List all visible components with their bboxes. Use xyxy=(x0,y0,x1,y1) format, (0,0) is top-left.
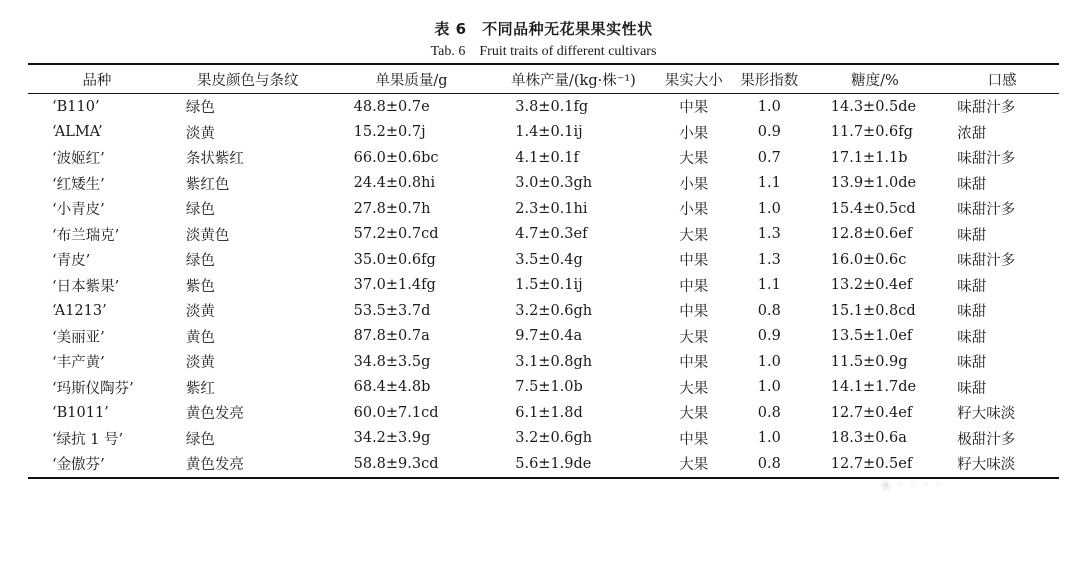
cell-peel-color: 黄色发亮 xyxy=(185,457,244,474)
cell-taste: 味甜 xyxy=(957,227,987,244)
cell-peel-color: 紫红色 xyxy=(185,176,230,193)
table-row xyxy=(28,451,1059,478)
table-row xyxy=(28,196,1059,222)
cell-fruit-shape-index: 1.0 xyxy=(757,379,781,396)
cell-sugar-content: 13.9±1.0de xyxy=(830,175,917,192)
cell-yield-per-plant: 3.5±0.4g xyxy=(515,251,583,268)
cell-single-fruit-mass: 24.4±0.8hi xyxy=(353,175,436,192)
table-row xyxy=(28,324,1059,350)
cell-fruit-shape-index: 1.0 xyxy=(757,98,781,115)
cell-yield-per-plant: 3.1±0.8gh xyxy=(515,353,593,370)
cell-fruit-size: 大果 xyxy=(679,380,709,397)
cell-fruit-size: 中果 xyxy=(679,304,709,321)
cell-yield-per-plant: 7.5±1.0b xyxy=(515,379,583,396)
cell-cultivar: ‘小青皮’ xyxy=(52,202,105,219)
table-row xyxy=(28,375,1059,401)
cell-taste: 味甜 xyxy=(957,329,987,346)
cell-sugar-content: 12.8±0.6ef xyxy=(830,226,913,243)
cell-taste: 味甜 xyxy=(957,278,987,295)
cell-cultivar: ‘ALMA’ xyxy=(52,124,103,141)
cell-peel-color: 绿色 xyxy=(185,253,215,270)
cell-sugar-content: 16.0±0.6c xyxy=(830,251,907,268)
cell-fruit-shape-index: 0.7 xyxy=(757,149,781,166)
cell-fruit-size: 中果 xyxy=(679,431,709,448)
cell-fruit-size: 小果 xyxy=(679,125,709,142)
cell-single-fruit-mass: 87.8±0.7a xyxy=(353,328,430,345)
cell-yield-per-plant: 9.7±0.4a xyxy=(515,328,583,345)
cell-taste: 浓甜 xyxy=(957,125,987,142)
cell-sugar-content: 17.1±1.1b xyxy=(830,149,908,166)
table-row xyxy=(28,400,1059,426)
cell-cultivar: ‘B1011’ xyxy=(52,404,109,421)
cell-single-fruit-mass: 37.0±1.4fg xyxy=(353,277,436,294)
cell-taste: 极甜汁多 xyxy=(957,431,1016,448)
cell-taste: 味甜汁多 xyxy=(957,100,1016,117)
cell-peel-color: 黄色发亮 xyxy=(185,406,244,423)
cell-cultivar: ‘丰产黄’ xyxy=(52,355,105,372)
header-taste: 口感 xyxy=(945,64,1059,94)
header-sugar-content: 糖度/% xyxy=(805,64,945,94)
cell-fruit-shape-index: 1.0 xyxy=(757,430,781,447)
cell-yield-per-plant: 5.6±1.9de xyxy=(515,455,592,472)
cell-sugar-content: 15.1±0.8cd xyxy=(830,302,916,319)
header-peel-color: 果皮颜色与条纹 xyxy=(166,64,330,94)
cell-taste: 籽大味淡 xyxy=(957,457,1016,474)
cell-cultivar: ‘玛斯仪陶芬’ xyxy=(52,380,134,397)
cell-fruit-shape-index: 0.9 xyxy=(757,124,781,141)
cell-taste: 味甜汁多 xyxy=(957,151,1016,168)
watermark-logo: ❀ ◦ ◦ ◦ ◦ xyxy=(880,478,943,494)
cell-fruit-shape-index: 0.8 xyxy=(757,302,781,319)
cell-taste: 味甜 xyxy=(957,176,987,193)
header-row xyxy=(28,64,1059,94)
header-fruit-shape-index: 果形指数 xyxy=(734,64,805,94)
cell-peel-color: 条状紫红 xyxy=(185,151,244,168)
table-row xyxy=(28,94,1059,120)
cell-single-fruit-mass: 27.8±0.7h xyxy=(353,200,431,217)
cell-cultivar: ‘波姬红’ xyxy=(52,151,105,168)
cell-single-fruit-mass: 57.2±0.7cd xyxy=(353,226,439,243)
cell-yield-per-plant: 3.2±0.6gh xyxy=(515,302,593,319)
cell-fruit-size: 中果 xyxy=(679,278,709,295)
cell-fruit-size: 小果 xyxy=(679,202,709,219)
cell-cultivar: ‘B110’ xyxy=(52,98,100,115)
cell-fruit-size: 大果 xyxy=(679,151,709,168)
cell-cultivar: ‘A1213’ xyxy=(52,302,107,319)
cell-taste: 味甜 xyxy=(957,304,987,321)
cell-fruit-size: 大果 xyxy=(679,406,709,423)
cell-fruit-size: 大果 xyxy=(679,227,709,244)
header-single-fruit-mass: 单果质量/g xyxy=(330,64,494,94)
cell-peel-color: 紫红 xyxy=(185,380,215,397)
cell-taste: 味甜汁多 xyxy=(957,202,1016,219)
cell-cultivar: ‘红矮生’ xyxy=(52,176,105,193)
cell-fruit-size: 中果 xyxy=(679,100,709,117)
cell-cultivar: ‘青皮’ xyxy=(52,253,91,270)
cell-yield-per-plant: 6.1±1.8d xyxy=(515,404,583,421)
cell-sugar-content: 11.7±0.6fg xyxy=(830,124,913,141)
cell-peel-color: 黄色 xyxy=(185,329,215,346)
cell-yield-per-plant: 1.4±0.1ij xyxy=(515,124,583,141)
table-row xyxy=(28,349,1059,375)
cell-yield-per-plant: 4.7±0.3ef xyxy=(515,226,588,243)
cell-sugar-content: 12.7±0.4ef xyxy=(830,404,913,421)
cell-peel-color: 淡黄 xyxy=(185,355,215,372)
cell-yield-per-plant: 3.2±0.6gh xyxy=(515,430,593,447)
cell-yield-per-plant: 4.1±0.1f xyxy=(515,149,579,166)
cell-fruit-size: 小果 xyxy=(679,176,709,193)
cell-peel-color: 绿色 xyxy=(185,202,215,219)
cell-fruit-shape-index: 1.1 xyxy=(757,277,781,294)
cell-cultivar: ‘美丽亚’ xyxy=(52,329,105,346)
cell-peel-color: 淡黄 xyxy=(185,304,215,321)
cell-fruit-size: 大果 xyxy=(679,457,709,474)
cell-fruit-shape-index: 1.3 xyxy=(757,226,781,243)
cell-single-fruit-mass: 48.8±0.7e xyxy=(353,98,430,115)
cell-cultivar: ‘日本紫果’ xyxy=(52,278,120,295)
cell-single-fruit-mass: 34.2±3.9g xyxy=(353,430,431,447)
header-fruit-size: 果实大小 xyxy=(654,64,734,94)
table-row xyxy=(28,145,1059,171)
table-row xyxy=(28,120,1059,146)
cell-single-fruit-mass: 34.8±3.5g xyxy=(353,353,431,370)
table-row xyxy=(28,273,1059,299)
cell-fruit-shape-index: 1.0 xyxy=(757,353,781,370)
cell-single-fruit-mass: 68.4±4.8b xyxy=(353,379,431,396)
cell-sugar-content: 15.4±0.5cd xyxy=(830,200,916,217)
cell-taste: 味甜汁多 xyxy=(957,253,1016,270)
cell-fruit-shape-index: 1.3 xyxy=(757,251,781,268)
cell-peel-color: 绿色 xyxy=(185,100,215,117)
cell-sugar-content: 13.5±1.0ef xyxy=(830,328,913,345)
cell-single-fruit-mass: 15.2±0.7j xyxy=(353,124,426,141)
table-row xyxy=(28,222,1059,248)
cell-single-fruit-mass: 53.5±3.7d xyxy=(353,302,431,319)
cell-sugar-content: 11.5±0.9g xyxy=(830,353,908,370)
cell-single-fruit-mass: 35.0±0.6fg xyxy=(353,251,436,268)
cell-fruit-shape-index: 0.8 xyxy=(757,404,781,421)
cell-fruit-size: 中果 xyxy=(679,355,709,372)
cell-peel-color: 紫色 xyxy=(185,278,215,295)
cell-peel-color: 绿色 xyxy=(185,431,215,448)
table-row xyxy=(28,426,1059,452)
cell-fruit-size: 中果 xyxy=(679,253,709,270)
cell-sugar-content: 14.1±1.7de xyxy=(830,379,917,396)
table-row xyxy=(28,171,1059,197)
cell-fruit-shape-index: 1.0 xyxy=(757,200,781,217)
cell-yield-per-plant: 2.3±0.1hi xyxy=(515,200,588,217)
cell-cultivar: ‘绿抗 1 号’ xyxy=(52,431,124,448)
table-row xyxy=(28,298,1059,324)
cell-yield-per-plant: 3.0±0.3gh xyxy=(515,175,593,192)
cell-cultivar: ‘布兰瑞克’ xyxy=(52,227,120,244)
cell-taste: 味甜 xyxy=(957,355,987,372)
cell-fruit-size: 大果 xyxy=(679,329,709,346)
cell-fruit-shape-index: 1.1 xyxy=(757,175,781,192)
cell-fruit-shape-index: 0.9 xyxy=(757,328,781,345)
cell-taste: 籽大味淡 xyxy=(957,406,1016,423)
fruit-traits-table xyxy=(28,63,1059,479)
cell-fruit-shape-index: 0.8 xyxy=(757,455,781,472)
cell-sugar-content: 13.2±0.4ef xyxy=(830,277,913,294)
cell-sugar-content: 12.7±0.5ef xyxy=(830,455,913,472)
cell-single-fruit-mass: 66.0±0.6bc xyxy=(353,149,439,166)
cell-single-fruit-mass: 58.8±9.3cd xyxy=(353,455,439,472)
header-cultivar: 品种 xyxy=(28,64,166,94)
cell-yield-per-plant: 3.8±0.1fg xyxy=(515,98,589,115)
cell-single-fruit-mass: 60.0±7.1cd xyxy=(353,404,439,421)
cell-taste: 味甜 xyxy=(957,380,987,397)
cell-sugar-content: 18.3±0.6a xyxy=(830,430,907,447)
cell-cultivar: ‘金傲芬’ xyxy=(52,457,105,474)
cell-sugar-content: 14.3±0.5de xyxy=(830,98,917,115)
cell-peel-color: 淡黄色 xyxy=(185,227,230,244)
cell-yield-per-plant: 1.5±0.1ij xyxy=(515,277,583,294)
table-caption-chinese: 表 6 不同品种无花果果实性状 xyxy=(434,20,653,38)
table-row xyxy=(28,247,1059,273)
header-yield-per-plant: 单株产量/(kg·株⁻¹) xyxy=(493,64,653,94)
cell-peel-color: 淡黄 xyxy=(185,125,215,142)
table-caption-english: Tab. 6 Fruit traits of different cultivars xyxy=(430,44,657,59)
